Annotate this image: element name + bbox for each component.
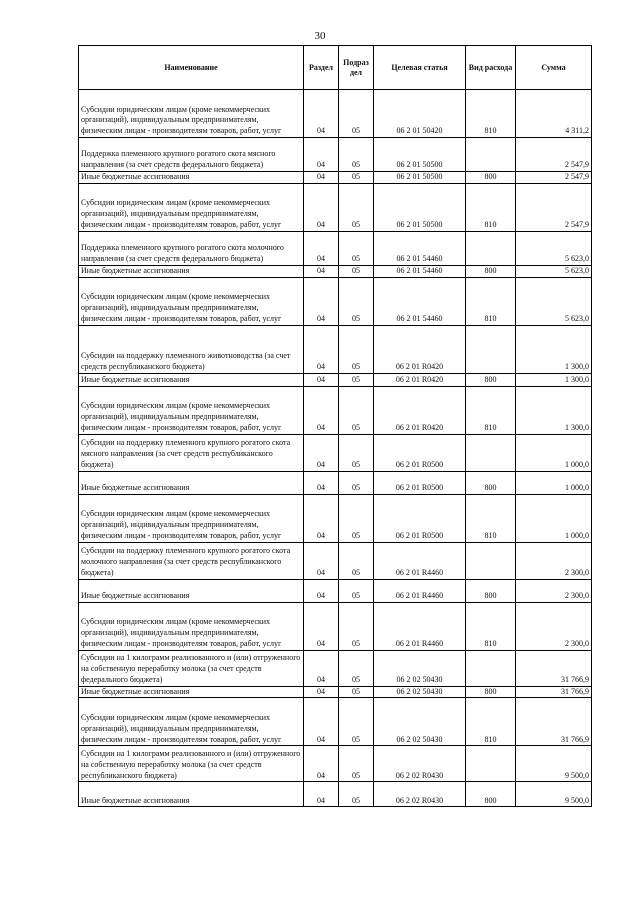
row-amount: 31 766,9: [516, 698, 592, 746]
row-amount: 31 766,9: [516, 686, 592, 698]
row-section: 04: [304, 602, 339, 650]
table-row: [79, 172, 592, 184]
row-section: 04: [304, 698, 339, 746]
row-name: Субсидии юридическим лицам (кроме некоммерческих организаций), индивидуальным предпринимателям, физическим лицам - производителям товаров, работ, услуг: [79, 386, 304, 434]
row-subsection: 05: [339, 277, 374, 325]
header-target: Целевая статья: [374, 46, 466, 90]
row-name: Субсидии на 1 килограмм реализованного и (или) отгруженного на собственную переработку молока (за счет средств республиканского бюджета): [79, 746, 304, 782]
row-target: 06 2 01 54460: [374, 231, 466, 265]
row-target: 06 2 01 R0500: [374, 494, 466, 542]
row-expense-type: [466, 325, 516, 373]
table-row: [79, 386, 592, 434]
row-section: 04: [304, 542, 339, 579]
row-section: 04: [304, 579, 339, 602]
row-expense-type: [466, 650, 516, 686]
row-target: 06 2 01 54460: [374, 265, 466, 277]
table-row: [79, 579, 592, 602]
table-row: [79, 698, 592, 746]
row-amount: 4 311,2: [516, 90, 592, 138]
row-expense-type: 810: [466, 494, 516, 542]
row-expense-type: 800: [466, 579, 516, 602]
row-amount: 2 300,0: [516, 602, 592, 650]
row-name: Субсидии на поддержку племенного животноводства (за счет средств республиканского бюджета): [79, 325, 304, 373]
row-subsection: 05: [339, 138, 374, 172]
header-amount: Сумма: [516, 46, 592, 90]
row-subsection: 05: [339, 265, 374, 277]
table-row: [79, 434, 592, 471]
table-row: [79, 650, 592, 686]
row-expense-type: 810: [466, 277, 516, 325]
table-row: [79, 782, 592, 807]
row-section: 04: [304, 434, 339, 471]
row-name: Поддержка племенного крупного рогатого скота молочного направления (за счет средств федерального бюджета): [79, 231, 304, 265]
row-name: Субсидии юридическим лицам (кроме некоммерческих организаций), индивидуальным предпринимателям, физическим лицам - производителям товаров, работ, услуг: [79, 698, 304, 746]
row-target: 06 2 02 50430: [374, 698, 466, 746]
header-section: Раздел: [304, 46, 339, 90]
table-row: [79, 373, 592, 386]
row-subsection: 05: [339, 231, 374, 265]
table-row: [79, 686, 592, 698]
row-amount: 2 300,0: [516, 542, 592, 579]
row-subsection: 05: [339, 325, 374, 373]
row-subsection: 05: [339, 746, 374, 782]
table-row: [79, 602, 592, 650]
row-subsection: 05: [339, 183, 374, 231]
row-expense-type: 800: [466, 782, 516, 807]
row-target: 06 2 01 R0420: [374, 386, 466, 434]
row-section: 04: [304, 686, 339, 698]
header-name: Наименование: [79, 46, 304, 90]
row-expense-type: 810: [466, 183, 516, 231]
row-amount: 5 623,0: [516, 265, 592, 277]
row-name: Субсидии юридическим лицам (кроме некоммерческих организаций), индивидуальным предпринимателям, физическим лицам - производителям товаров, работ, услуг: [79, 602, 304, 650]
row-expense-type: 800: [466, 471, 516, 494]
table-row: [79, 265, 592, 277]
row-subsection: 05: [339, 542, 374, 579]
row-target: 06 2 02 R0430: [374, 782, 466, 807]
row-expense-type: [466, 542, 516, 579]
header-expense-type: Вид расхода: [466, 46, 516, 90]
row-section: 04: [304, 782, 339, 807]
row-target: 06 2 01 R0420: [374, 373, 466, 386]
row-amount: 2 547,9: [516, 172, 592, 184]
header-subsection: Подраз дел: [339, 46, 374, 90]
row-name: Иные бюджетные ассигнования: [79, 265, 304, 277]
row-target: 06 2 01 R0420: [374, 325, 466, 373]
row-target: 06 2 02 50430: [374, 686, 466, 698]
row-expense-type: 810: [466, 90, 516, 138]
row-subsection: 05: [339, 782, 374, 807]
row-target: 06 2 01 50500: [374, 183, 466, 231]
row-subsection: 05: [339, 698, 374, 746]
table-row: [79, 277, 592, 325]
table-row: [79, 746, 592, 782]
row-subsection: 05: [339, 386, 374, 434]
table-row: [79, 90, 592, 138]
row-subsection: 05: [339, 650, 374, 686]
row-name: Иные бюджетные ассигнования: [79, 686, 304, 698]
row-section: 04: [304, 172, 339, 184]
row-section: 04: [304, 277, 339, 325]
row-amount: 1 000,0: [516, 494, 592, 542]
table-row: [79, 183, 592, 231]
row-amount: 1 300,0: [516, 325, 592, 373]
row-expense-type: [466, 434, 516, 471]
table-row: [79, 494, 592, 542]
row-section: 04: [304, 386, 339, 434]
row-expense-type: 800: [466, 373, 516, 386]
row-expense-type: [466, 138, 516, 172]
row-expense-type: 810: [466, 698, 516, 746]
row-name: Субсидии на поддержку племенного крупного рогатого скота молочного направления (за счет средств республиканского бюджета): [79, 542, 304, 579]
row-amount: 9 500,0: [516, 782, 592, 807]
row-name: Субсидии на поддержку племенного крупного рогатого скота мясного направления (за счет средств республиканского бюджета): [79, 434, 304, 471]
row-expense-type: 800: [466, 172, 516, 184]
row-subsection: 05: [339, 471, 374, 494]
row-amount: 31 766,9: [516, 650, 592, 686]
table-row: [79, 138, 592, 172]
row-section: 04: [304, 650, 339, 686]
row-target: 06 2 01 R4460: [374, 602, 466, 650]
row-amount: 1 300,0: [516, 373, 592, 386]
row-subsection: 05: [339, 434, 374, 471]
row-name: Иные бюджетные ассигнования: [79, 172, 304, 184]
row-section: 04: [304, 494, 339, 542]
row-target: 06 2 01 54460: [374, 277, 466, 325]
row-amount: 5 623,0: [516, 231, 592, 265]
row-amount: 1 300,0: [516, 386, 592, 434]
table-row: [79, 325, 592, 373]
row-section: 04: [304, 90, 339, 138]
row-subsection: 05: [339, 686, 374, 698]
row-section: 04: [304, 471, 339, 494]
row-section: 04: [304, 138, 339, 172]
row-amount: 2 547,9: [516, 183, 592, 231]
row-name: Субсидии юридическим лицам (кроме некоммерческих организаций), индивидуальным предпринимателям, физическим лицам - производителям товаров, работ, услуг: [79, 90, 304, 138]
row-amount: 1 000,0: [516, 434, 592, 471]
row-section: 04: [304, 325, 339, 373]
table-row: [79, 542, 592, 579]
row-target: 06 2 01 R0500: [374, 471, 466, 494]
row-subsection: 05: [339, 602, 374, 650]
row-name: Субсидии на 1 килограмм реализованного и (или) отгруженного на собственную переработку молока (за счет средств федерального бюджета): [79, 650, 304, 686]
row-subsection: 05: [339, 172, 374, 184]
row-section: 04: [304, 373, 339, 386]
row-name: Иные бюджетные ассигнования: [79, 373, 304, 386]
row-target: 06 2 01 R4460: [374, 542, 466, 579]
row-target: 06 2 01 50420: [374, 90, 466, 138]
row-subsection: 05: [339, 494, 374, 542]
row-name: Субсидии юридическим лицам (кроме некоммерческих организаций), индивидуальным предпринимателям, физическим лицам - производителям товаров, работ, услуг: [79, 183, 304, 231]
row-amount: 2 300,0: [516, 579, 592, 602]
row-subsection: 05: [339, 579, 374, 602]
row-target: 06 2 01 R4460: [374, 579, 466, 602]
row-amount: 2 547,9: [516, 138, 592, 172]
row-expense-type: 800: [466, 265, 516, 277]
row-amount: 5 623,0: [516, 277, 592, 325]
row-target: 06 2 01 50500: [374, 172, 466, 184]
row-section: 04: [304, 183, 339, 231]
row-expense-type: [466, 231, 516, 265]
row-section: 04: [304, 231, 339, 265]
row-amount: 9 500,0: [516, 746, 592, 782]
row-name: Субсидии юридическим лицам (кроме некоммерческих организаций), индивидуальным предпринимателям, физическим лицам - производителям товаров, работ, услуг: [79, 494, 304, 542]
row-expense-type: 800: [466, 686, 516, 698]
row-name: Иные бюджетные ассигнования: [79, 782, 304, 807]
row-target: 06 2 02 R0430: [374, 746, 466, 782]
row-target: 06 2 01 50500: [374, 138, 466, 172]
page-number: 30: [314, 30, 326, 42]
row-name: Иные бюджетные ассигнования: [79, 579, 304, 602]
row-amount: 1 000,0: [516, 471, 592, 494]
row-subsection: 05: [339, 373, 374, 386]
row-name: Субсидии юридическим лицам (кроме некоммерческих организаций), индивидуальным предпринимателям, физическим лицам - производителям товаров, работ, услуг: [79, 277, 304, 325]
row-expense-type: 810: [466, 602, 516, 650]
row-section: 04: [304, 746, 339, 782]
row-subsection: 05: [339, 90, 374, 138]
row-name: Иные бюджетные ассигнования: [79, 471, 304, 494]
row-target: 06 2 02 50430: [374, 650, 466, 686]
row-expense-type: 810: [466, 386, 516, 434]
row-target: 06 2 01 R0500: [374, 434, 466, 471]
table-row: [79, 231, 592, 265]
table-header-row: [79, 46, 592, 90]
row-name: Поддержка племенного крупного рогатого скота мясного направления (за счет средств федерального бюджета): [79, 138, 304, 172]
row-expense-type: [466, 746, 516, 782]
row-section: 04: [304, 265, 339, 277]
table-row: [79, 471, 592, 494]
budget-table: [78, 45, 592, 807]
